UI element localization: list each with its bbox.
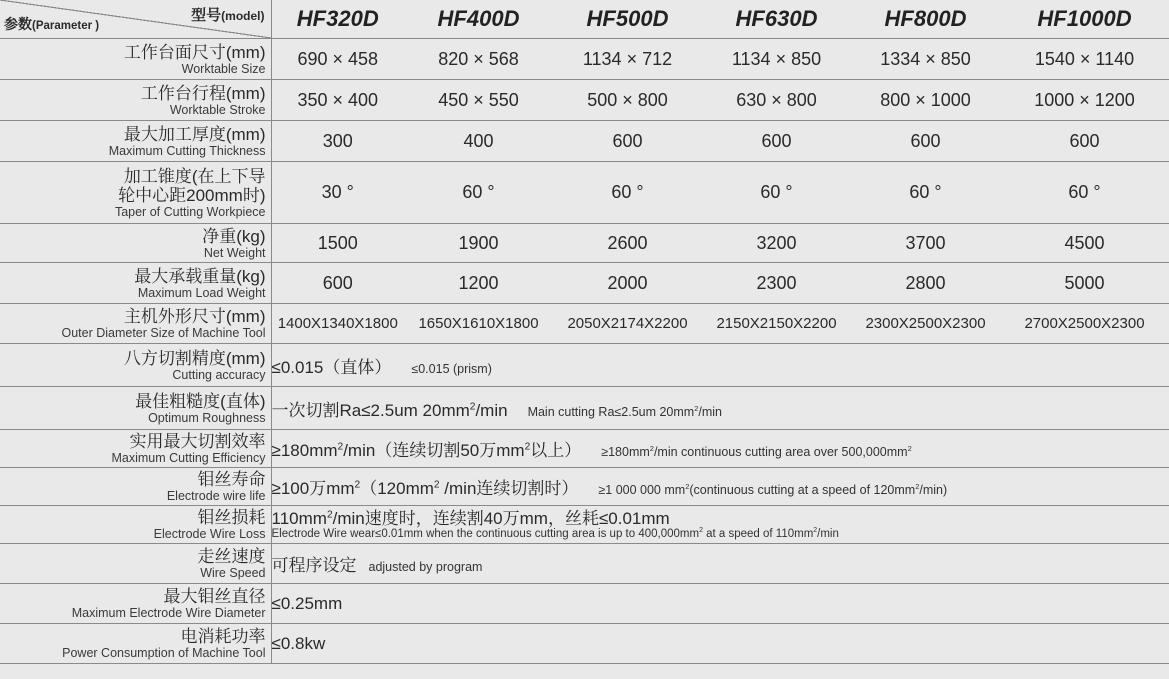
model-hf320d: HF320D bbox=[271, 0, 404, 39]
value-cell: 690 × 458 bbox=[271, 39, 404, 80]
row-max-wire-diameter bbox=[0, 584, 1169, 624]
param-label: 工作台行程(mm) Worktable Stroke bbox=[0, 80, 271, 121]
wide-value-cell: ≥100万$mm^2(120mm^2$ /min连续切割时） ≥1 000 000 $mm^2(continuous$ cutting at a speed of $120mm^2/\min$) bbox=[271, 468, 1169, 506]
value-cell: 2300X2500X2300 bbox=[851, 304, 1000, 344]
wide-value-cell: $\ge 180mm^2/\min$（连续切割50万$mm^2$以上） $\ge 180mm^2/\min$ continuous cutting area over $500,000mm^2$ bbox=[271, 430, 1169, 468]
value-cell: 3700 bbox=[851, 224, 1000, 263]
model-hf500d: HF500D bbox=[553, 0, 702, 39]
value-cell: 300 bbox=[271, 121, 404, 162]
value-cell: 2050X2174X2200 bbox=[553, 304, 702, 344]
value-cell: 600 bbox=[851, 121, 1000, 162]
value-cell: 3200 bbox=[702, 224, 851, 263]
param-label: 电消耗功率 Power Consumption of Machine Tool bbox=[0, 624, 271, 664]
param-label: 净重(kg) Net Weight bbox=[0, 224, 271, 263]
value-cell: 60 ° bbox=[404, 162, 553, 224]
row-worktable-size bbox=[0, 39, 1169, 80]
param-label: 最大加工厚度(mm) Maximum Cutting Thickness bbox=[0, 121, 271, 162]
header-row bbox=[0, 0, 1169, 39]
value-cell: 2600 bbox=[553, 224, 702, 263]
value-cell: 2300 bbox=[702, 263, 851, 304]
value-cell: 60 ° bbox=[851, 162, 1000, 224]
model-hf400d: HF400D bbox=[404, 0, 553, 39]
param-label: 最大钼丝直径 Maximum Electrode Wire Diameter bbox=[0, 584, 271, 624]
value-cell: 60 ° bbox=[1000, 162, 1169, 224]
wide-value-cell: 一次切割Ra≤2.5um $20mm^2/\min$ Main cutting Ra≤2.5um $20mm^2/\min$ bbox=[271, 387, 1169, 430]
param-label: 加工锥度(在上下导 轮中心距200mm时) Taper of Cutting Workpiece bbox=[0, 162, 271, 224]
value-cell: 1400X1340X1800 bbox=[271, 304, 404, 344]
model-hf800d: HF800D bbox=[851, 0, 1000, 39]
value-cell: 1650X1610X1800 bbox=[404, 304, 553, 344]
param-label: 工作台面尺寸(mm) Worktable Size bbox=[0, 39, 271, 80]
value-cell: 1540 × 1140 bbox=[1000, 39, 1169, 80]
value-cell: 500 × 800 bbox=[553, 80, 702, 121]
param-label: 最大承载重量(kg) Maximum Load Weight bbox=[0, 263, 271, 304]
value-cell: 60 ° bbox=[702, 162, 851, 224]
value-cell: 4500 bbox=[1000, 224, 1169, 263]
row-efficiency bbox=[0, 430, 1169, 468]
row-worktable-stroke bbox=[0, 80, 1169, 121]
value-cell: 820 × 568 bbox=[404, 39, 553, 80]
wide-value-cell: 可程序设定 adjusted by program bbox=[271, 544, 1169, 584]
value-cell: 600 bbox=[1000, 121, 1169, 162]
value-cell: 2150X2150X2200 bbox=[702, 304, 851, 344]
value-cell: 630 × 800 bbox=[702, 80, 851, 121]
value-cell: 400 bbox=[404, 121, 553, 162]
row-outer-size bbox=[0, 304, 1169, 344]
wide-value-cell: ≤0.015（直体） ≤0.015 (prism) bbox=[271, 344, 1169, 387]
value-cell: 800 × 1000 bbox=[851, 80, 1000, 121]
header-corner bbox=[0, 0, 271, 39]
param-label: 主机外形尺寸(mm) Outer Diameter Size of Machine Tool bbox=[0, 304, 271, 344]
param-label: 钼丝损耗 Electrode Wire Loss bbox=[0, 506, 271, 544]
row-roughness bbox=[0, 387, 1169, 430]
value-cell: 600 bbox=[702, 121, 851, 162]
value-cell: 1000 × 1200 bbox=[1000, 80, 1169, 121]
model-hf1000d: HF1000D bbox=[1000, 0, 1169, 39]
row-wire-life bbox=[0, 468, 1169, 506]
param-label: 实用最大切割效率 Maximum Cutting Efficiency bbox=[0, 430, 271, 468]
wide-value-cell: ≤0.25mm bbox=[271, 584, 1169, 624]
row-wire-loss bbox=[0, 506, 1169, 544]
value-cell: 2000 bbox=[553, 263, 702, 304]
param-label: 钼丝寿命 Electrode wire life bbox=[0, 468, 271, 506]
param-label: 八方切割精度(mm) Cutting accuracy bbox=[0, 344, 271, 387]
value-cell: 2800 bbox=[851, 263, 1000, 304]
model-label: 型号(model) bbox=[191, 7, 265, 24]
value-cell: 1500 bbox=[271, 224, 404, 263]
value-cell: 1134 × 850 bbox=[702, 39, 851, 80]
row-wire-speed bbox=[0, 544, 1169, 584]
wide-value-cell: ≤0.8kw bbox=[271, 624, 1169, 664]
value-cell: 1900 bbox=[404, 224, 553, 263]
row-net-weight bbox=[0, 224, 1169, 263]
value-cell: 450 × 550 bbox=[404, 80, 553, 121]
value-cell: 30 ° bbox=[271, 162, 404, 224]
row-taper bbox=[0, 162, 1169, 224]
value-cell: 600 bbox=[271, 263, 404, 304]
model-hf630d: HF630D bbox=[702, 0, 851, 39]
param-label: 最佳粗糙度(直体) Optimum Roughness bbox=[0, 387, 271, 430]
param-label: 走丝速度 Wire Speed bbox=[0, 544, 271, 584]
value-cell: 350 × 400 bbox=[271, 80, 404, 121]
wide-value-cell: $110mm^2/\min$速度时，连续割40万mm，丝耗≤0.01mm Electrode Wire wear≤0.01mm when the continuous cutting area is up to $400,000mm^2$ at a speed of $110mm^2/\min$ bbox=[271, 506, 1169, 544]
value-cell: 2700X2500X2300 bbox=[1000, 304, 1169, 344]
parameter-label: 参数(Parameter ) bbox=[4, 16, 100, 32]
value-cell: 5000 bbox=[1000, 263, 1169, 304]
row-power bbox=[0, 624, 1169, 664]
value-cell: 1200 bbox=[404, 263, 553, 304]
value-cell: 1334 × 850 bbox=[851, 39, 1000, 80]
row-max-load bbox=[0, 263, 1169, 304]
row-cutting-accuracy bbox=[0, 344, 1169, 387]
row-max-thickness bbox=[0, 121, 1169, 162]
value-cell: 60 ° bbox=[553, 162, 702, 224]
value-cell: 1134 × 712 bbox=[553, 39, 702, 80]
value-cell: 600 bbox=[553, 121, 702, 162]
